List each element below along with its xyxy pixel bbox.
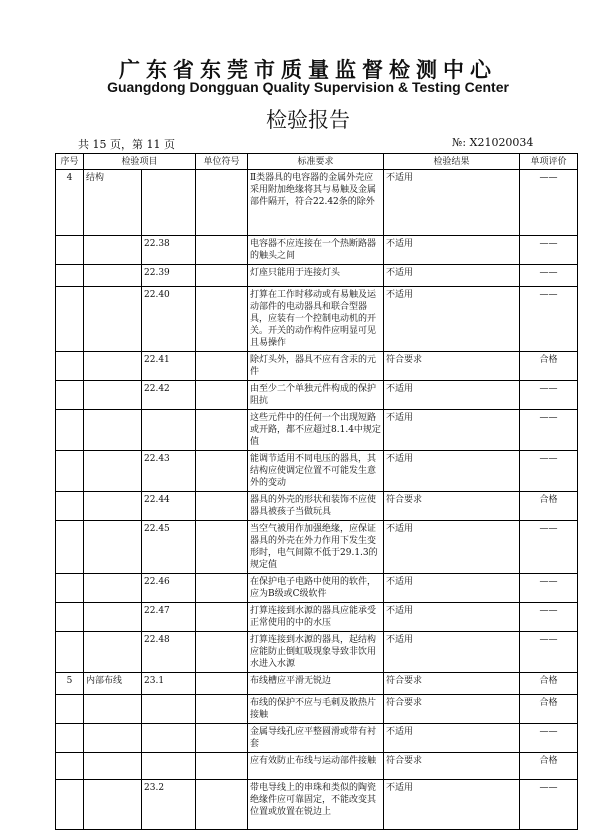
cell-unit <box>196 521 248 574</box>
cell-evaluation: —— <box>520 265 578 287</box>
cell-item: 结构 <box>84 170 142 236</box>
cell-item <box>84 724 142 753</box>
table-row <box>56 381 578 410</box>
cell-evaluation: —— <box>520 521 578 574</box>
table-row <box>56 603 578 632</box>
cell-evaluation: —— <box>520 724 578 753</box>
cell-unit <box>196 492 248 521</box>
table-row <box>56 236 578 265</box>
cell-unit <box>196 673 248 695</box>
cell-item <box>84 352 142 381</box>
cell-result: 不适用 <box>384 381 520 410</box>
cell-no <box>56 724 84 753</box>
cell-requirement: 器具的外壳的形状和装饰不应使器具被孩子当做玩具 <box>248 492 384 521</box>
cell-no: 4 <box>56 170 84 236</box>
cell-clause: 22.40 <box>142 287 196 352</box>
cell-clause <box>142 695 196 724</box>
cell-requirement: 打算在工作时移动或有易触及运动部件的电动器具和联合型器具，应装有一个控制电动机的开关。开关的动作构件应明显可见且易操作 <box>248 287 384 352</box>
cell-no <box>56 451 84 492</box>
cell-no: 5 <box>56 673 84 695</box>
table-row <box>56 673 578 695</box>
cell-result: 不适用 <box>384 780 520 830</box>
cell-item <box>84 632 142 673</box>
cell-no <box>56 381 84 410</box>
cell-requirement: 灯座只能用于连接灯头 <box>248 265 384 287</box>
cell-item <box>84 521 142 574</box>
report-number: №: X21020034 <box>452 136 534 149</box>
cell-requirement: 在保护电子电路中使用的软件，应为B级或C级软件 <box>248 574 384 603</box>
cell-item <box>84 574 142 603</box>
cell-result: 不适用 <box>384 287 520 352</box>
table-row <box>56 451 578 492</box>
cell-result: 不适用 <box>384 574 520 603</box>
table-row <box>56 492 578 521</box>
cell-clause: 22.44 <box>142 492 196 521</box>
col-header-evaluation: 单项评价 <box>520 154 578 170</box>
cell-evaluation: —— <box>520 170 578 236</box>
table-row <box>56 780 578 830</box>
cell-item <box>84 753 142 780</box>
table-row <box>56 352 578 381</box>
cell-result: 符合要求 <box>384 352 520 381</box>
cell-item <box>84 603 142 632</box>
cell-result: 不适用 <box>384 170 520 236</box>
col-header-requirement: 标准要求 <box>248 154 384 170</box>
cell-item <box>84 492 142 521</box>
cell-item <box>84 265 142 287</box>
cell-item <box>84 451 142 492</box>
cell-clause: 22.38 <box>142 236 196 265</box>
cell-clause: 22.39 <box>142 265 196 287</box>
cell-unit <box>196 170 248 236</box>
cell-clause: 22.42 <box>142 381 196 410</box>
cell-clause: 22.46 <box>142 574 196 603</box>
cell-unit <box>196 753 248 780</box>
cell-requirement: 布线的保护不应与毛刺及散热片接触 <box>248 695 384 724</box>
cell-no <box>56 753 84 780</box>
cell-no <box>56 352 84 381</box>
cell-evaluation: —— <box>520 451 578 492</box>
cell-unit <box>196 410 248 451</box>
table-row <box>56 695 578 724</box>
cell-clause: 22.43 <box>142 451 196 492</box>
cell-clause <box>142 753 196 780</box>
cell-result: 不适用 <box>384 451 520 492</box>
cell-requirement: 由至少二个单独元件构成的保护阻抗 <box>248 381 384 410</box>
cell-clause: 22.41 <box>142 352 196 381</box>
cell-unit <box>196 381 248 410</box>
cell-evaluation: —— <box>520 574 578 603</box>
cell-item <box>84 236 142 265</box>
cell-no <box>56 521 84 574</box>
cell-item <box>84 381 142 410</box>
cell-evaluation: —— <box>520 287 578 352</box>
table-body <box>56 170 578 830</box>
cell-evaluation: 合格 <box>520 492 578 521</box>
page-info: 共 15 页，第 11 页 <box>78 138 175 151</box>
col-header-item: 检验项目 <box>84 154 196 170</box>
cell-requirement: 应有效防止布线与运动部件接触 <box>248 753 384 780</box>
cell-clause: 23.1 <box>142 673 196 695</box>
cell-result: 不适用 <box>384 724 520 753</box>
table-row <box>56 410 578 451</box>
cell-clause <box>142 724 196 753</box>
cell-evaluation: 合格 <box>520 695 578 724</box>
cell-requirement: 布线槽应平滑无锐边 <box>248 673 384 695</box>
cell-item <box>84 780 142 830</box>
cell-clause: 22.45 <box>142 521 196 574</box>
table-row <box>56 265 578 287</box>
report-title: 检验报告 <box>266 108 350 132</box>
cell-clause <box>142 410 196 451</box>
cell-no <box>56 236 84 265</box>
inspection-table <box>55 153 578 830</box>
cell-item: 内部布线 <box>84 673 142 695</box>
cell-result: 符合要求 <box>384 753 520 780</box>
cell-unit <box>196 724 248 753</box>
col-header-unit: 单位符号 <box>196 154 248 170</box>
cell-no <box>56 780 84 830</box>
cell-evaluation: —— <box>520 632 578 673</box>
cell-evaluation: —— <box>520 236 578 265</box>
cell-result: 符合要求 <box>384 492 520 521</box>
cell-result: 符合要求 <box>384 695 520 724</box>
cell-unit <box>196 451 248 492</box>
cell-unit <box>196 603 248 632</box>
organization-name-cn: 广东省东莞市质量监督检测中心 <box>119 58 497 82</box>
cell-no <box>56 410 84 451</box>
cell-result: 符合要求 <box>384 673 520 695</box>
cell-result: 不适用 <box>384 265 520 287</box>
table-header-row <box>56 154 578 170</box>
cell-evaluation: —— <box>520 780 578 830</box>
cell-no <box>56 632 84 673</box>
cell-evaluation: —— <box>520 410 578 451</box>
cell-evaluation: 合格 <box>520 673 578 695</box>
col-header-result: 检验结果 <box>384 154 520 170</box>
cell-unit <box>196 632 248 673</box>
cell-requirement: 当空气被用作加强绝缘，应保证器具的外壳在外力作用下发生变形时，电气间隙不低于29.1.3的规定值 <box>248 521 384 574</box>
table-row <box>56 521 578 574</box>
cell-requirement: 能调节适用不同电压的器具，其结构应使调定位置不可能发生意外的变动 <box>248 451 384 492</box>
cell-no <box>56 695 84 724</box>
cell-result: 不适用 <box>384 603 520 632</box>
cell-no <box>56 492 84 521</box>
cell-clause <box>142 170 196 236</box>
cell-clause: 22.48 <box>142 632 196 673</box>
cell-requirement: 带电导线上的串珠和类似的陶瓷绝缘件应可靠固定，不能改变其位置或放置在锐边上 <box>248 780 384 830</box>
table-row <box>56 574 578 603</box>
cell-clause: 22.47 <box>142 603 196 632</box>
cell-result: 不适用 <box>384 521 520 574</box>
cell-unit <box>196 780 248 830</box>
col-header-no: 序号 <box>56 154 84 170</box>
cell-item <box>84 287 142 352</box>
cell-unit <box>196 236 248 265</box>
cell-evaluation: —— <box>520 603 578 632</box>
cell-result: 不适用 <box>384 410 520 451</box>
cell-requirement: Ⅱ类器具的电容器的金属外壳应采用附加绝缘将其与易触及金属部件隔开，符合22.42条的除外 <box>248 170 384 236</box>
cell-requirement: 除灯头外，器具不应有含汞的元件 <box>248 352 384 381</box>
cell-result: 不适用 <box>384 236 520 265</box>
cell-requirement: 打算连接到水源的器具，起结构应能防止倒虹吸现象导致非饮用水进入水源 <box>248 632 384 673</box>
table-row <box>56 287 578 352</box>
table-row <box>56 632 578 673</box>
cell-unit <box>196 352 248 381</box>
table-row <box>56 724 578 753</box>
cell-evaluation: —— <box>520 381 578 410</box>
cell-item <box>84 410 142 451</box>
cell-unit <box>196 695 248 724</box>
cell-result: 不适用 <box>384 632 520 673</box>
cell-unit <box>196 574 248 603</box>
cell-no <box>56 603 84 632</box>
cell-no <box>56 287 84 352</box>
cell-item <box>84 695 142 724</box>
cell-unit <box>196 265 248 287</box>
cell-requirement: 电容器不应连接在一个热断路器的触头之间 <box>248 236 384 265</box>
cell-evaluation: 合格 <box>520 753 578 780</box>
cell-evaluation: 合格 <box>520 352 578 381</box>
cell-no <box>56 265 84 287</box>
table-row <box>56 170 578 236</box>
cell-requirement: 打算连接到水源的器具应能承受正常使用的中的水压 <box>248 603 384 632</box>
organization-name-en: Guangdong Dongguan Quality Supervision & Testing Center <box>107 79 509 95</box>
table-row <box>56 753 578 780</box>
cell-requirement: 金属导线孔应平整圆滑或带有衬套 <box>248 724 384 753</box>
cell-unit <box>196 287 248 352</box>
cell-no <box>56 574 84 603</box>
cell-requirement: 这些元件中的任何一个出现短路或开路，都不应超过8.1.4中规定值 <box>248 410 384 451</box>
cell-clause: 23.2 <box>142 780 196 830</box>
